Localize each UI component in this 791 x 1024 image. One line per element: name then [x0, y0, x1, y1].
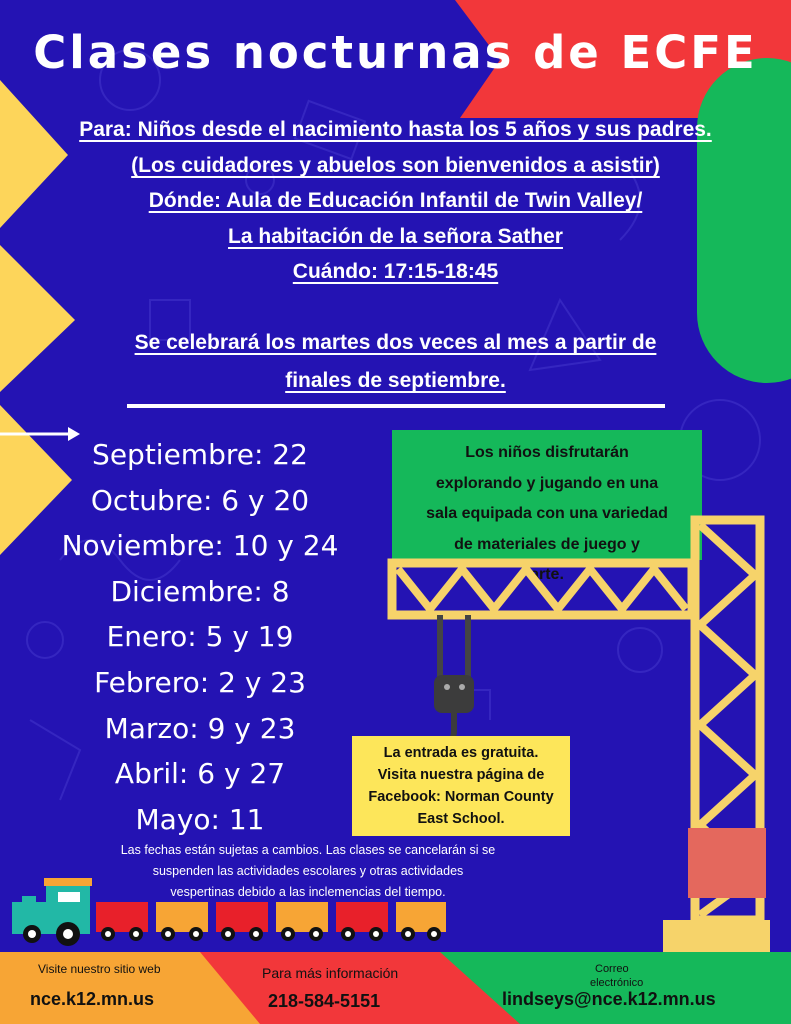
facebook-info-box: [352, 736, 570, 836]
date-september: Septiembre: 22: [92, 438, 308, 471]
activity-line: de materiales de juego y: [454, 535, 640, 553]
email-label-line2: electrónico: [590, 977, 644, 989]
note-line: Las fechas están sujetas a cambios. Las clases se cancelarán si se: [120, 843, 496, 857]
date-april: Abril: 6 y 27: [114, 757, 286, 791]
activity-line: sala equipada con una variedad: [426, 505, 668, 522]
date-december: Diciembre: 8: [110, 574, 290, 608]
date-may: Mayo: 11: [135, 802, 265, 836]
facebook-info-line: Visita nuestra página de: [377, 767, 545, 783]
info-line-where: Dónde: Aula de Educación Infantil de Twin Valley/: [148, 189, 643, 212]
page-title: Clases nocturnas de ECFE: [33, 26, 758, 79]
activity-line: explorando y jugando en una: [435, 474, 659, 492]
note-line: vespertinas debido a las inclemencias del tiempo.: [170, 885, 446, 899]
facebook-info-line: La entrada es gratuita.: [383, 745, 539, 761]
date-october: Octubre: 6 y 20: [90, 483, 310, 517]
phone-label: Para más información: [262, 965, 399, 981]
website-label: Visite nuestro sitio web: [38, 962, 161, 976]
email-label-line1: Correo: [595, 963, 629, 975]
info-line-for: Para: Niños desde el nacimiento hasta los 5 años y sus padres.: [79, 118, 712, 141]
info-line-when: Cuándo: 17:15-18:45: [292, 260, 499, 283]
activity-line: arte.: [530, 566, 564, 583]
facebook-info-line: Facebook: Norman County: [368, 789, 554, 805]
note-line: suspenden las actividades escolares y otras actividades: [152, 864, 464, 878]
date-january: Enero: 5 y 19: [106, 620, 294, 654]
date-february: Febrero: 2 y 23: [94, 665, 306, 699]
info-line-room: La habitación de la señora Sather: [228, 225, 563, 248]
schedule-line-2: finales de septiembre.: [285, 369, 506, 392]
info-line-caregivers: (Los cuidadores y abuelos son bienvenidos a asistir): [131, 154, 660, 177]
website-link[interactable]: nce.k12.mn.us: [30, 989, 155, 1009]
schedule-line-1: Se celebrará los martes dos veces al mes a partir de: [134, 331, 657, 354]
dates-list: [20, 432, 380, 842]
divider: [127, 404, 665, 408]
facebook-info-line: East School.: [417, 811, 505, 827]
train-illustration: [10, 876, 450, 946]
date-march: Marzo: 9 y 23: [104, 711, 296, 745]
email-link[interactable]: lindseys@nce.k12.mn.us: [502, 989, 716, 1009]
activity-line: Los niños disfrutarán: [465, 444, 629, 461]
date-november: Noviembre: 10 y 24: [61, 529, 339, 563]
phone-link[interactable]: 218-584-5151: [268, 991, 381, 1011]
